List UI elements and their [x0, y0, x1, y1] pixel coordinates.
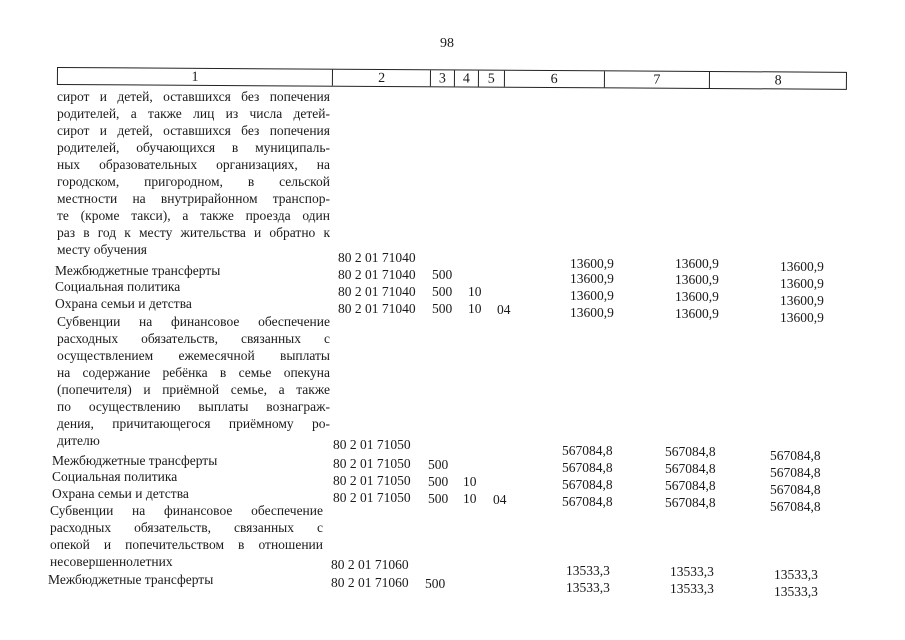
description-block-1 — [57, 88, 330, 258]
header-col-4: 4 — [455, 70, 479, 86]
description-line: раз в год к месту жительства и обратно к — [57, 225, 330, 240]
row-value-col-7: 13600,9 — [675, 256, 719, 271]
row-value-col-7: 567084,8 — [665, 444, 716, 459]
header-col-8: 8 — [774, 73, 782, 89]
row-value-col-7: 567084,8 — [665, 478, 716, 493]
row-value-col-7: 13533,3 — [670, 564, 714, 579]
description-line: несовершеннолетних — [50, 554, 173, 569]
row-code: 80 2 01 71060 — [331, 557, 409, 572]
description-line: опекой и попечительством в отношении — [50, 537, 323, 552]
row-code: 80 2 01 71050 — [333, 456, 411, 471]
row-col-3: 500 — [432, 301, 453, 316]
row-code: 80 2 01 71050 — [333, 437, 411, 452]
table-header — [57, 67, 847, 90]
row-label: Охрана семьи и детства — [55, 296, 192, 311]
row-col-4: 10 — [463, 491, 477, 506]
row-label: Межбюджетные трансферты — [52, 453, 218, 468]
row-value-col-7: 13600,9 — [675, 306, 719, 321]
row-label: Социальная политика — [55, 279, 181, 294]
row-code: 80 2 01 71040 — [338, 250, 416, 265]
row-value-col-8: 13600,9 — [780, 293, 824, 308]
header-col-2: 2 — [333, 70, 431, 87]
description-line: ных образовательных организациях, на — [57, 157, 330, 172]
row-label: Социальная политика — [52, 469, 178, 484]
description-line: родителей, а также лиц из числа детей- — [57, 106, 330, 121]
row-col-5: 04 — [497, 302, 511, 317]
row-value-col-6: 13600,9 — [570, 271, 614, 286]
row-value-col-6: 13533,3 — [566, 563, 610, 578]
row-label: Охрана семьи и детства — [52, 486, 189, 501]
row-value-col-8: 567084,8 — [770, 448, 821, 463]
row-label: Межбюджетные трансферты — [48, 572, 214, 587]
description-line: дителю — [57, 433, 100, 448]
row-label: Межбюджетные трансферты — [55, 263, 221, 278]
row-value-col-7: 13600,9 — [675, 289, 719, 304]
description-block-2 — [57, 313, 330, 449]
row-value-col-7: 13600,9 — [675, 272, 719, 287]
row-code: 80 2 01 71040 — [338, 301, 416, 316]
header-col-6: 6 — [505, 71, 605, 88]
row-code: 80 2 01 71050 — [333, 490, 411, 505]
row-value-col-7: 567084,8 — [665, 495, 716, 510]
row-value-col-8: 567084,8 — [770, 499, 821, 514]
row-value-col-7: 567084,8 — [665, 461, 716, 476]
row-col-3: 500 — [425, 576, 446, 591]
row-value-col-6: 13600,9 — [570, 256, 614, 271]
row-value-col-6: 567084,8 — [562, 477, 613, 492]
row-value-col-6: 567084,8 — [562, 494, 613, 509]
page-number: 98 — [440, 36, 454, 51]
description-line: местности на внутрирайонном транспор- — [57, 191, 330, 206]
row-value-col-7: 13533,3 — [670, 581, 714, 596]
row-value-col-8: 13600,9 — [780, 276, 824, 291]
row-col-3: 500 — [428, 474, 449, 489]
row-value-col-8: 13533,3 — [774, 567, 818, 582]
header-col-1: 1 — [58, 68, 333, 86]
row-col-5: 04 — [493, 492, 507, 507]
description-line: родителей, обучающихся в муниципаль- — [57, 140, 330, 155]
row-value-col-8: 13600,9 — [780, 259, 824, 274]
description-line: месту обучения — [57, 242, 148, 257]
row-col-4: 10 — [468, 301, 482, 316]
description-line: Субвенции на финансовое обеспечение — [50, 503, 323, 518]
row-value-col-6: 567084,8 — [562, 460, 613, 475]
row-code: 80 2 01 71060 — [331, 575, 409, 590]
row-value-col-8: 567084,8 — [770, 482, 821, 497]
row-value-col-6: 13600,9 — [570, 288, 614, 303]
row-code: 80 2 01 71050 — [333, 473, 411, 488]
description-line: те (кроме такси), а также проезда один — [57, 208, 330, 223]
row-col-4: 10 — [468, 284, 482, 299]
row-value-col-8: 13533,3 — [774, 584, 818, 599]
row-value-col-6: 567084,8 — [562, 443, 613, 458]
header-col-5: 5 — [479, 71, 505, 87]
description-line: осуществлением ежемесячной выплаты — [57, 348, 330, 363]
description-line: дения, причитающегося приёмному ро- — [57, 416, 330, 431]
header-col-3: 3 — [431, 70, 455, 86]
description-line: по осуществлению выплаты вознаграж- — [57, 399, 330, 414]
row-col-3: 500 — [432, 284, 453, 299]
description-line: на содержание ребёнка в семье опекуна — [57, 365, 330, 380]
row-value-col-6: 13600,9 — [570, 305, 614, 320]
header-col-7: 7 — [604, 71, 710, 88]
row-col-4: 10 — [463, 474, 477, 489]
row-col-3: 500 — [428, 457, 449, 472]
description-line: расходных обязательств, связанных с — [57, 331, 330, 346]
description-line: (попечителя) и приёмной семье, а также — [57, 382, 330, 397]
row-value-col-8: 567084,8 — [770, 465, 821, 480]
row-col-3: 500 — [428, 491, 449, 506]
row-value-col-6: 13533,3 — [566, 580, 610, 595]
row-col-3: 500 — [432, 267, 453, 282]
description-line: сирот и детей, оставшихся без попечения — [57, 89, 330, 104]
description-line: Субвенции на финансовое обеспечение — [57, 314, 330, 329]
row-value-col-8: 13600,9 — [780, 310, 824, 325]
description-line: сирот и детей, оставшихся без попечения — [57, 123, 330, 138]
description-line: городском, пригородном, в сельской — [57, 174, 330, 189]
description-block-3 — [50, 502, 323, 570]
description-line: расходных обязательств, связанных с — [50, 520, 323, 535]
row-code: 80 2 01 71040 — [338, 284, 416, 299]
row-code: 80 2 01 71040 — [338, 267, 416, 282]
